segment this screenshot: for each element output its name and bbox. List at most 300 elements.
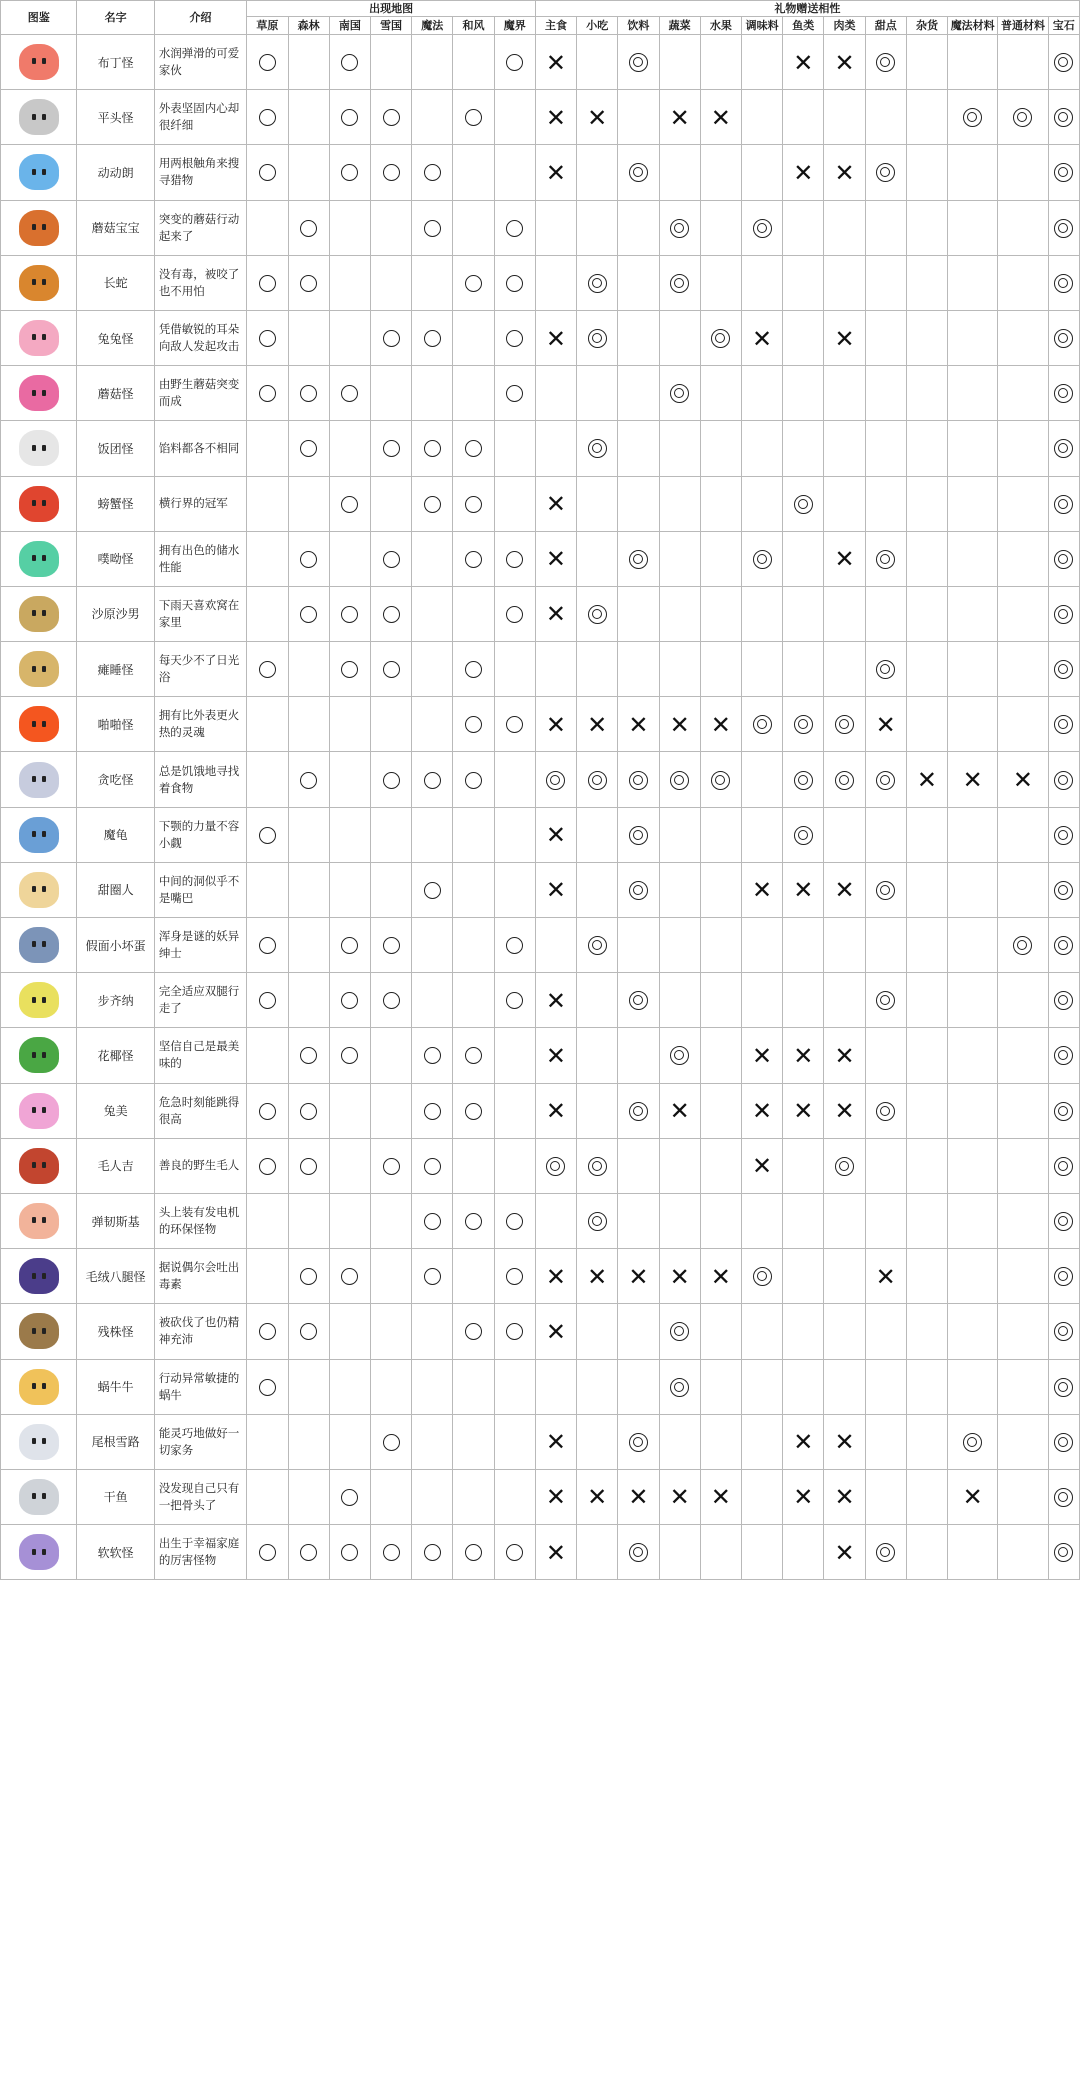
double-circle-mark-icon (794, 715, 813, 734)
map-cell-3 (370, 1359, 411, 1414)
cross-mark-icon: ✕ (834, 1097, 855, 1126)
gift-cell-9 (906, 1525, 947, 1580)
map-cell-3 (370, 1028, 411, 1083)
gift-cell-7 (824, 200, 865, 255)
donut-man-icon (19, 872, 59, 908)
gift-cell-11 (998, 1359, 1048, 1414)
table-row (1, 1028, 1080, 1083)
map-cell-4 (412, 200, 453, 255)
table-row (1, 200, 1080, 255)
gift-cell-0 (535, 1138, 576, 1193)
gift-cell-12 (1048, 586, 1079, 641)
cross-mark-icon: ✕ (834, 545, 855, 574)
cross-mark-icon: ✕ (834, 876, 855, 905)
map-cell-6 (494, 145, 535, 200)
gift-cell-2 (618, 35, 659, 90)
gift-cell-9 (906, 1414, 947, 1469)
cross-mark-icon: ✕ (545, 324, 567, 353)
cross-mark-icon: ✕ (752, 1152, 773, 1181)
circle-mark-icon (465, 1544, 482, 1561)
map-cell-2 (329, 1138, 370, 1193)
gift-cell-1 (577, 310, 618, 365)
map-cell-4 (412, 255, 453, 310)
circle-mark-icon (506, 1268, 523, 1285)
table-row (1, 366, 1080, 421)
gift-cell-1 (577, 1083, 618, 1138)
gift-cell-3 (659, 1414, 700, 1469)
double-circle-mark-icon (835, 1157, 854, 1176)
map-cell-3 (370, 1414, 411, 1469)
generator-monster-icon (19, 1203, 59, 1239)
gift-cell-1 (577, 421, 618, 476)
monster-desc: 坚信自己是最美味的 (154, 1028, 246, 1083)
double-circle-mark-icon (670, 219, 689, 238)
map-cell-6 (494, 476, 535, 531)
flathead-monster-icon (19, 99, 59, 135)
map-cell-4 (412, 366, 453, 421)
map-cell-1 (288, 145, 329, 200)
circle-mark-icon (300, 551, 317, 568)
glutton-monster-icon (19, 762, 59, 798)
map-cell-5 (453, 1414, 494, 1469)
gift-cell-4 (700, 752, 741, 807)
gift-cell-7 (824, 697, 865, 752)
gift-cell-8 (865, 586, 906, 641)
double-circle-mark-icon (1054, 550, 1073, 569)
gift-cell-6 (783, 476, 824, 531)
map-cell-6 (494, 90, 535, 145)
gift-cell-0 (535, 145, 576, 200)
map-cell-3 (370, 1249, 411, 1304)
gift-cell-6 (783, 1138, 824, 1193)
gift-cell-6 (783, 255, 824, 310)
gift-cell-3 (659, 1249, 700, 1304)
circle-mark-icon (506, 992, 523, 1009)
map-cell-1 (288, 200, 329, 255)
circle-mark-icon (465, 275, 482, 292)
gift-cell-5 (741, 145, 782, 200)
gift-cell-4 (700, 200, 741, 255)
gift-cell-9 (906, 200, 947, 255)
double-circle-mark-icon (1054, 1488, 1073, 1507)
cross-mark-icon: ✕ (545, 490, 567, 519)
gift-cell-8 (865, 1083, 906, 1138)
circle-mark-icon (506, 1213, 523, 1230)
gift-cell-5 (741, 476, 782, 531)
cross-mark-icon: ✕ (628, 1483, 649, 1512)
map-cell-1 (288, 586, 329, 641)
gift-cell-3 (659, 1028, 700, 1083)
double-circle-mark-icon (546, 771, 565, 790)
map-cell-6 (494, 918, 535, 973)
circle-mark-icon (506, 54, 523, 71)
circle-mark-icon (341, 496, 358, 513)
gift-cell-1 (577, 862, 618, 917)
circle-mark-icon (383, 1158, 400, 1175)
cross-mark-icon: ✕ (587, 1483, 608, 1512)
gift-cell-2 (618, 200, 659, 255)
circle-mark-icon (259, 1544, 276, 1561)
map-cell-2 (329, 807, 370, 862)
gift-cell-11 (998, 586, 1048, 641)
map-cell-4 (412, 1525, 453, 1580)
gift-cell-0 (535, 586, 576, 641)
double-circle-mark-icon (1054, 1102, 1073, 1121)
gift-cell-10 (948, 1414, 998, 1469)
map-cell-1 (288, 1083, 329, 1138)
gift-cell-1 (577, 1359, 618, 1414)
map-cell-6 (494, 366, 535, 421)
map-cell-1 (288, 1138, 329, 1193)
mushroom-baby-icon (19, 210, 59, 246)
gift-cell-12 (1048, 973, 1079, 1028)
gift-cell-7 (824, 973, 865, 1028)
gift-cell-7 (824, 752, 865, 807)
gift-cell-9 (906, 531, 947, 586)
broccoli-monster-icon (19, 1037, 59, 1073)
monster-desc: 水润弹滑的可爱家伙 (154, 35, 246, 90)
double-circle-mark-icon (753, 219, 772, 238)
table-row (1, 1469, 1080, 1524)
cross-mark-icon: ✕ (752, 324, 773, 353)
gift-cell-0 (535, 1304, 576, 1359)
map-cell-3 (370, 366, 411, 421)
map-cell-0 (247, 366, 288, 421)
gift-cell-6 (783, 973, 824, 1028)
monster-name: 动动朗 (77, 145, 154, 200)
gift-cell-8 (865, 1304, 906, 1359)
map-cell-1 (288, 310, 329, 365)
gift-cell-6 (783, 90, 824, 145)
circle-mark-icon (424, 1213, 441, 1230)
gift-cell-8 (865, 200, 906, 255)
double-circle-mark-icon (1054, 1322, 1073, 1341)
gift-cell-9 (906, 1083, 947, 1138)
gift-cell-10 (948, 973, 998, 1028)
circle-mark-icon (465, 661, 482, 678)
table-row (1, 1249, 1080, 1304)
map-cell-2 (329, 862, 370, 917)
circle-mark-icon (259, 275, 276, 292)
double-circle-mark-icon (794, 495, 813, 514)
monster-desc: 馅料都各不相同 (154, 421, 246, 476)
gift-cell-1 (577, 366, 618, 421)
circle-mark-icon (341, 1489, 358, 1506)
cross-mark-icon: ✕ (834, 48, 855, 77)
circle-mark-icon (341, 606, 358, 623)
map-cell-0 (247, 918, 288, 973)
map-cell-2 (329, 1193, 370, 1248)
gift-cell-2 (618, 476, 659, 531)
map-cell-1 (288, 973, 329, 1028)
circle-mark-icon (259, 1379, 276, 1396)
map-cell-6 (494, 973, 535, 1028)
map-cell-0 (247, 1359, 288, 1414)
map-cell-3 (370, 642, 411, 697)
gift-cell-5 (741, 1028, 782, 1083)
gift-cell-12 (1048, 531, 1079, 586)
gift-cell-11 (998, 1193, 1048, 1248)
map-cell-4 (412, 973, 453, 1028)
map-cell-3 (370, 807, 411, 862)
map-cell-6 (494, 807, 535, 862)
monster-name: 瘫睡怪 (77, 642, 154, 697)
gift-cell-2 (618, 421, 659, 476)
cross-mark-icon: ✕ (545, 876, 567, 905)
gift-cell-0 (535, 1083, 576, 1138)
map-cell-3 (370, 35, 411, 90)
cross-mark-icon: ✕ (545, 986, 567, 1015)
gift-cell-2 (618, 1525, 659, 1580)
map-cell-5 (453, 642, 494, 697)
map-cell-4 (412, 1414, 453, 1469)
monster-icon-cell (1, 1138, 77, 1193)
gift-cell-1 (577, 1249, 618, 1304)
double-circle-mark-icon (963, 1433, 982, 1452)
map-cell-3 (370, 90, 411, 145)
monster-icon-cell (1, 310, 77, 365)
gift-cell-8 (865, 973, 906, 1028)
cross-mark-icon: ✕ (752, 1097, 773, 1126)
gift-cell-12 (1048, 1193, 1079, 1248)
double-circle-mark-icon (876, 881, 895, 900)
gift-cell-12 (1048, 90, 1079, 145)
cross-mark-icon: ✕ (1012, 766, 1034, 795)
header-maps-group: 出现地图 (247, 1, 536, 17)
circle-mark-icon (259, 1158, 276, 1175)
map-cell-5 (453, 310, 494, 365)
circle-mark-icon (465, 772, 482, 789)
gift-cell-9 (906, 642, 947, 697)
gift-cell-7 (824, 476, 865, 531)
circle-mark-icon (383, 164, 400, 181)
cross-mark-icon: ✕ (545, 1483, 567, 1512)
fire-monster-icon (19, 706, 59, 742)
gift-cell-3 (659, 145, 700, 200)
map-cell-0 (247, 1469, 288, 1524)
gift-cell-10 (948, 642, 998, 697)
double-circle-mark-icon (588, 771, 607, 790)
double-circle-mark-icon (670, 1322, 689, 1341)
gift-cell-8 (865, 918, 906, 973)
circle-mark-icon (383, 661, 400, 678)
gift-cell-9 (906, 752, 947, 807)
double-circle-mark-icon (876, 53, 895, 72)
cross-mark-icon: ✕ (545, 48, 567, 77)
cross-mark-icon: ✕ (752, 876, 773, 905)
gift-cell-4 (700, 807, 741, 862)
double-circle-mark-icon (629, 550, 648, 569)
gift-cell-5 (741, 1304, 782, 1359)
table-row (1, 1083, 1080, 1138)
header-map-2: 南国 (329, 17, 370, 35)
map-cell-6 (494, 1138, 535, 1193)
gift-cell-0 (535, 642, 576, 697)
map-cell-4 (412, 531, 453, 586)
circle-mark-icon (341, 1268, 358, 1285)
header-gift-8: 甜点 (865, 17, 906, 35)
map-cell-6 (494, 642, 535, 697)
gift-cell-0 (535, 1193, 576, 1248)
map-cell-6 (494, 255, 535, 310)
gift-cell-10 (948, 1469, 998, 1524)
double-circle-mark-icon (588, 605, 607, 624)
gift-cell-10 (948, 1359, 998, 1414)
map-cell-4 (412, 807, 453, 862)
double-circle-mark-icon (588, 936, 607, 955)
map-cell-0 (247, 1138, 288, 1193)
circle-mark-icon (424, 496, 441, 513)
map-cell-1 (288, 1304, 329, 1359)
map-cell-0 (247, 1193, 288, 1248)
monster-icon-cell (1, 1304, 77, 1359)
circle-mark-icon (506, 937, 523, 954)
monster-desc: 总是饥饿地寻找着食物 (154, 752, 246, 807)
monster-desc: 完全适应双腿行走了 (154, 973, 246, 1028)
double-circle-mark-icon (1054, 274, 1073, 293)
circle-mark-icon (300, 440, 317, 457)
gift-cell-5 (741, 1525, 782, 1580)
circle-mark-icon (259, 164, 276, 181)
double-circle-mark-icon (1054, 715, 1073, 734)
gift-cell-10 (948, 366, 998, 421)
gift-cell-3 (659, 1138, 700, 1193)
circle-mark-icon (300, 606, 317, 623)
cross-mark-icon: ✕ (834, 1538, 855, 1567)
gift-cell-3 (659, 255, 700, 310)
gift-cell-5 (741, 1083, 782, 1138)
gift-cell-3 (659, 1193, 700, 1248)
double-circle-mark-icon (629, 53, 648, 72)
cross-mark-icon: ✕ (752, 1041, 773, 1070)
monster-icon-cell (1, 366, 77, 421)
double-circle-mark-icon (1054, 936, 1073, 955)
map-cell-1 (288, 531, 329, 586)
header-map-5: 和风 (453, 17, 494, 35)
gift-cell-2 (618, 90, 659, 145)
gift-cell-6 (783, 642, 824, 697)
cross-mark-icon: ✕ (834, 324, 855, 353)
table-row (1, 1193, 1080, 1248)
monster-name: 兔兔怪 (77, 310, 154, 365)
gift-cell-4 (700, 973, 741, 1028)
gift-cell-7 (824, 255, 865, 310)
double-circle-mark-icon (1054, 991, 1073, 1010)
monster-icon-cell (1, 862, 77, 917)
map-cell-5 (453, 1304, 494, 1359)
map-cell-0 (247, 807, 288, 862)
gift-cell-5 (741, 366, 782, 421)
map-cell-1 (288, 1028, 329, 1083)
circle-mark-icon (465, 1213, 482, 1230)
map-cell-2 (329, 145, 370, 200)
monster-icon-cell (1, 918, 77, 973)
double-circle-mark-icon (1054, 660, 1073, 679)
gift-cell-9 (906, 1359, 947, 1414)
spider-monster-icon (19, 1258, 59, 1294)
gift-cell-3 (659, 476, 700, 531)
table-row (1, 642, 1080, 697)
double-circle-mark-icon (1054, 384, 1073, 403)
mushroom-monster-icon (19, 375, 59, 411)
gift-cell-6 (783, 752, 824, 807)
table-row (1, 697, 1080, 752)
double-circle-mark-icon (794, 826, 813, 845)
double-circle-mark-icon (546, 1157, 565, 1176)
double-circle-mark-icon (835, 771, 854, 790)
header-map-6: 魔界 (494, 17, 535, 35)
circle-mark-icon (424, 220, 441, 237)
gift-cell-7 (824, 1083, 865, 1138)
gift-cell-7 (824, 1359, 865, 1414)
monster-desc: 行动异常敏捷的蜗牛 (154, 1359, 246, 1414)
map-cell-3 (370, 145, 411, 200)
map-cell-5 (453, 697, 494, 752)
map-cell-2 (329, 310, 370, 365)
cross-mark-icon: ✕ (793, 1041, 814, 1070)
circle-mark-icon (341, 992, 358, 1009)
gift-cell-12 (1048, 1525, 1079, 1580)
monster-desc: 能灵巧地做好一切家务 (154, 1414, 246, 1469)
map-cell-0 (247, 35, 288, 90)
gift-cell-12 (1048, 807, 1079, 862)
gift-cell-2 (618, 531, 659, 586)
gift-cell-5 (741, 752, 782, 807)
map-cell-3 (370, 697, 411, 752)
table-row (1, 752, 1080, 807)
gift-cell-6 (783, 1193, 824, 1248)
circle-mark-icon (259, 385, 276, 402)
gift-cell-6 (783, 697, 824, 752)
double-circle-mark-icon (1054, 329, 1073, 348)
monster-icon-cell (1, 531, 77, 586)
map-cell-5 (453, 586, 494, 641)
gift-cell-3 (659, 807, 700, 862)
gift-cell-3 (659, 586, 700, 641)
gift-cell-6 (783, 1469, 824, 1524)
gift-cell-2 (618, 862, 659, 917)
gift-cell-7 (824, 1414, 865, 1469)
gift-cell-9 (906, 1304, 947, 1359)
double-circle-mark-icon (1054, 163, 1073, 182)
map-cell-3 (370, 1525, 411, 1580)
gift-cell-9 (906, 255, 947, 310)
gift-cell-10 (948, 310, 998, 365)
cross-mark-icon: ✕ (669, 1097, 690, 1126)
gift-cell-9 (906, 697, 947, 752)
double-circle-mark-icon (670, 384, 689, 403)
map-cell-1 (288, 1525, 329, 1580)
stump-monster-icon (19, 1313, 59, 1349)
gift-cell-7 (824, 1304, 865, 1359)
gift-cell-11 (998, 421, 1048, 476)
gift-cell-9 (906, 862, 947, 917)
header-gift-4: 水果 (700, 17, 741, 35)
gift-cell-12 (1048, 1249, 1079, 1304)
gift-cell-12 (1048, 918, 1079, 973)
gift-cell-1 (577, 1469, 618, 1524)
gift-cell-0 (535, 1525, 576, 1580)
cross-mark-icon: ✕ (793, 876, 814, 905)
map-cell-3 (370, 1138, 411, 1193)
gift-cell-0 (535, 1249, 576, 1304)
monster-icon-cell (1, 586, 77, 641)
double-circle-mark-icon (876, 1543, 895, 1562)
gift-cell-8 (865, 421, 906, 476)
gift-cell-7 (824, 1193, 865, 1248)
gift-cell-6 (783, 366, 824, 421)
gift-cell-7 (824, 918, 865, 973)
